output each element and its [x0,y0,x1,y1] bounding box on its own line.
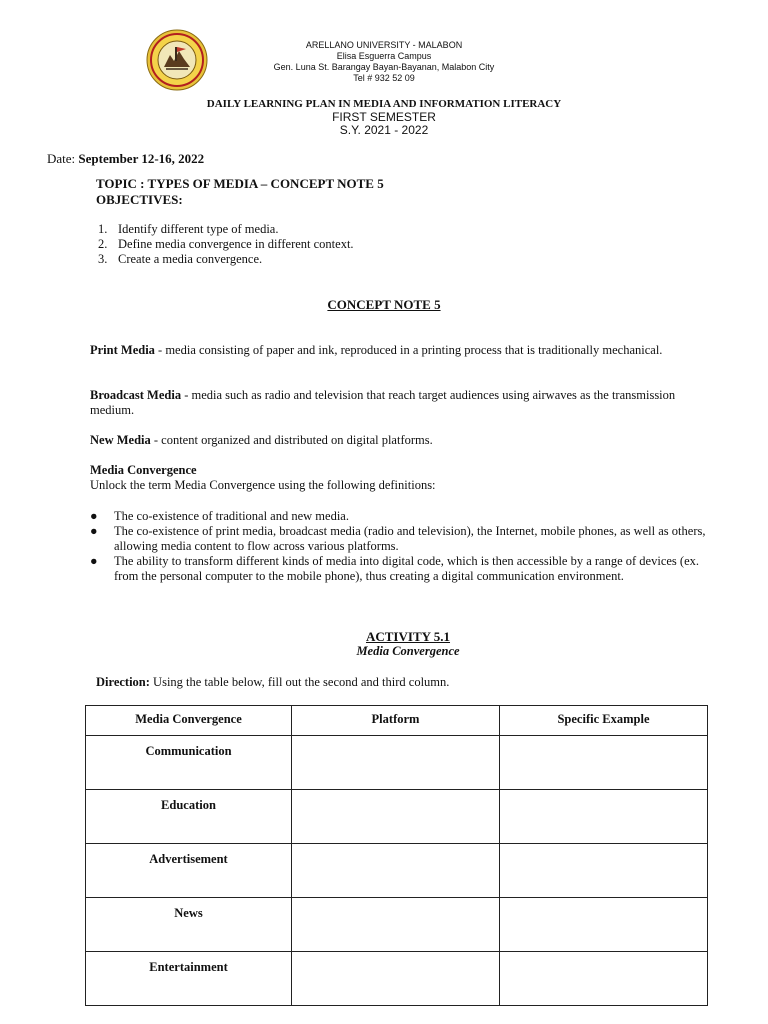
broadcast-media-text: - media such as radio and television that reach target audiences using airwaves as the transmission medium. [90,388,676,417]
table-header-row [86,706,708,736]
concept-note-heading: CONCEPT NOTE 5 [327,297,441,312]
university-name: ARELLANO UNIVERSITY - MALABON [305,40,463,50]
row-label-communication: Communication [86,736,292,790]
objective-text: Define media convergence in different context. [118,237,354,251]
objective-text: Create a media convergence. [118,252,263,266]
bullet-item [90,554,720,584]
table-row [86,790,708,844]
new-media-text: - content organized and distributed on digital platforms. [150,433,433,447]
date-value: September 12-16, 2022 [78,151,205,166]
activity-subtitle: Media Convergence [356,644,460,658]
activity-table [85,705,708,1006]
broadcast-media-definition [90,388,720,418]
objective-item [98,237,354,252]
semester: FIRST SEMESTER [332,110,436,124]
example-cell[interactable] [500,790,708,844]
direction-label: Direction: [96,675,150,689]
table-row [86,952,708,1006]
example-cell[interactable] [500,736,708,790]
platform-cell[interactable] [292,736,500,790]
bullet-icon: ● [90,509,98,523]
new-media-term: New Media [90,433,151,447]
document-title: DAILY LEARNING PLAN IN MEDIA AND INFORMATION LITERACY [206,98,562,110]
print-media-definition [90,343,720,358]
table-header-specific-example: Specific Example [500,706,708,736]
bullet-text: The ability to transform different kinds of media into digital code, which is then accessible by a range of devices (ex. from the personal computer to the mobile phone), thus creating a digital communication environment. [114,554,700,583]
bullet-item [90,509,720,524]
bullet-text: The co-existence of print media, broadcast media (radio and television), the Internet, mobile phones, as well as others, allowing media content to flow across various platforms. [114,524,706,553]
print-media-term: Print Media [90,343,155,357]
direction-line [96,675,449,690]
table-row [86,898,708,952]
activity-heading: ACTIVITY 5.1 [365,629,451,644]
platform-cell[interactable] [292,844,500,898]
bullet-text: The co-existence of traditional and new media. [114,509,349,523]
row-label-entertainment: Entertainment [86,952,292,1006]
school-year: S.Y. 2021 - 2022 [339,123,429,137]
direction-text: Using the table below, fill out the second and third column. [149,675,450,689]
topic-heading: TOPIC : TYPES OF MEDIA – CONCEPT NOTE 5 [96,176,384,191]
date-label: Date: [47,151,76,166]
bullet-icon: ● [90,524,98,538]
bullet-item [90,524,720,554]
bullet-icon: ● [90,554,98,568]
objective-number: 2. [98,237,108,251]
media-convergence-heading: Media Convergence [90,463,197,477]
objectives-heading: OBJECTIVES: [96,192,183,207]
objective-item [98,252,262,267]
platform-cell[interactable] [292,952,500,1006]
objective-number: 1. [98,222,108,236]
platform-cell[interactable] [292,898,500,952]
example-cell[interactable] [500,898,708,952]
print-media-text: - media consisting of paper and ink, reproduced in a printing process that is traditionally mechanical. [154,343,663,357]
table-row [86,736,708,790]
example-cell[interactable] [500,844,708,898]
campus-name: Elisa Esguerra Campus [336,51,432,61]
media-convergence-intro: Unlock the term Media Convergence using the following definitions: [90,478,436,492]
table-header-media-convergence: Media Convergence [86,706,292,736]
objective-item [98,222,278,237]
telephone: Tel # 932 52 09 [353,73,415,83]
row-label-education: Education [86,790,292,844]
objective-text: Identify different type of media. [118,222,279,236]
platform-cell[interactable] [292,790,500,844]
table-header-platform: Platform [292,706,500,736]
new-media-definition [90,433,720,448]
date-line [47,151,204,166]
example-cell[interactable] [500,952,708,1006]
objective-number: 3. [98,252,108,266]
table-row [86,844,708,898]
address: Gen. Luna St. Barangay Bayan-Bayanan, Malabon City [273,62,495,72]
row-label-advertisement: Advertisement [86,844,292,898]
row-label-news: News [86,898,292,952]
broadcast-media-term: Broadcast Media [90,388,182,402]
